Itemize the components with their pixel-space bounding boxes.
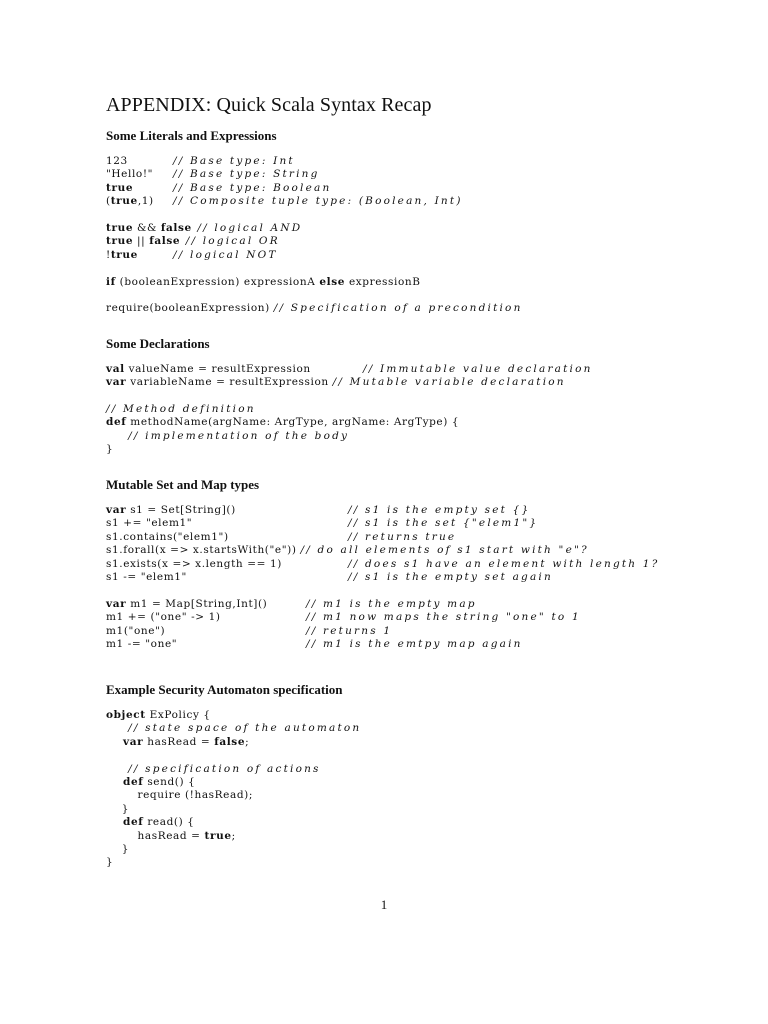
code-line [106,830,361,843]
code-token: s1 -= "elem1" [106,570,187,583]
code-line [106,416,459,429]
keyword: true [106,235,134,248]
code-token: } [106,856,114,869]
comment: // returns true [348,530,457,543]
code-token: ( [106,195,111,208]
comment: // specification of actions [106,762,321,775]
code-line [106,598,581,611]
code-token: require(booleanExpression) [106,302,274,314]
code-token: require (!hasRead); [106,789,254,802]
code-line [106,856,361,869]
code-line [106,504,660,517]
comment: // Method definition [106,403,256,415]
code-line [106,638,581,651]
code-token: (booleanExpression) expressionA [115,276,320,288]
code-text [106,195,173,208]
code-line [106,749,361,762]
code-token: s1 = Set[String]() [126,504,236,516]
code-line [106,443,459,456]
section-heading-literals: Some Literals and Expressions [106,128,277,143]
code-line [106,789,361,802]
code-line [106,611,581,624]
comment: // Specification of a precondition [273,302,523,314]
code-token: s1.exists(x => x.length == 1) [106,557,282,570]
code-token: } [106,842,130,855]
code-token: read() { [143,816,195,829]
keyword: var [106,598,127,610]
code-text [106,155,173,168]
code-token: hasRead = [143,735,215,748]
keyword: false [149,235,181,248]
keyword: true [204,829,232,842]
code-token: m1 = Map[String,Int]() [126,598,272,610]
code-line [106,376,593,389]
code-token [106,749,110,761]
code-token: && [133,222,161,234]
comment: // state space of the automaton [106,722,362,735]
code-line [106,168,463,181]
comment: // logical AND [191,222,303,234]
code-line [106,709,361,722]
code-line [106,222,302,235]
code-line [106,235,302,248]
code-text [106,517,348,530]
comment: // do all elements of s1 start with "e"? [300,544,589,557]
comment: // logical NOT [173,248,278,261]
section-heading-declarations: Some Declarations [106,336,210,351]
keyword: var [106,735,144,748]
code-line [106,302,523,315]
code-token: ; [245,735,250,748]
code-line [106,816,361,829]
code-line [106,776,361,789]
code-text [106,571,348,584]
code-line [106,571,660,584]
code-token: send() { [143,775,196,788]
comment: // returns 1 [306,624,393,637]
code-token: methodName(argName: ArgType, argName: ArgType) { [126,416,460,429]
code-line [106,517,660,530]
code-token: } [106,443,114,456]
comment: // m1 is the empty map [306,598,477,610]
code-line [106,843,361,856]
code-block [106,155,463,209]
keyword: true [106,181,134,194]
code-token: ,1) [137,195,154,208]
code-token: "Hello!" [106,168,154,181]
code-text [106,504,348,517]
code-block [106,403,459,457]
keyword: object [106,709,146,721]
code-token: || [133,235,150,248]
code-block [106,363,593,390]
code-text [106,558,348,571]
code-token: expressionB [345,276,421,288]
comment: // m1 now maps the string "one" to 1 [306,611,581,624]
code-token: m1("one") [106,624,166,637]
comment: // Base type: String [173,168,320,181]
comment: // Composite tuple type: (Boolean, Int) [173,195,463,208]
code-line [106,625,581,638]
code-text [106,249,173,262]
keyword: else [319,276,346,288]
code-line [106,182,463,195]
appendix-title: APPENDIX: Quick Scala Syntax Recap [106,94,432,116]
comment: // Base type: Boolean [173,181,332,194]
code-text [106,531,348,544]
code-text [106,168,173,181]
keyword: false [214,735,246,748]
page-number: 1 [380,897,388,912]
code-line [106,722,361,735]
code-token: m1 -= "one" [106,638,178,651]
code-text [106,182,173,195]
keyword: var [106,504,127,516]
code-line [106,403,459,416]
code-text [106,625,306,638]
code-token: m1 += ("one" -> 1) [106,611,221,624]
code-token: ! [106,248,111,261]
code-text [106,638,306,651]
keyword: if [106,276,116,288]
keyword: def [106,816,144,829]
code-token: s1 += "elem1" [106,517,193,530]
comment: // Mutable variable declaration [332,376,566,389]
code-line [106,249,302,262]
comment: // s1 is the empty set {} [348,504,531,516]
comment: // logical OR [180,235,280,248]
keyword: true [110,195,138,208]
code-token: s1.forall(x => x.startsWith("e")) [106,544,301,557]
code-text [106,611,306,624]
code-line [106,276,421,289]
code-token: hasRead = [106,829,205,842]
keyword: def [106,416,127,429]
comment: // Base type: Int [173,155,295,167]
code-line [106,544,660,557]
code-line [106,430,459,443]
code-token: } [106,802,130,815]
keyword: false [160,222,192,234]
comment: // does s1 have an element with length 1? [348,557,660,570]
code-token: ExPolicy { [145,709,211,721]
code-line [106,763,361,776]
code-line [106,531,660,544]
section-heading-security-automaton: Example Security Automaton specification [106,682,343,697]
code-token: variableName = resultExpression [126,376,333,389]
comment: // s1 is the empty set again [348,570,553,583]
code-token: valueName = resultExpression [124,363,311,375]
code-block [106,276,421,289]
code-line [106,195,463,208]
section-heading-mutable-types: Mutable Set and Map types [106,477,260,492]
code-line [106,803,361,816]
comment: // implementation of the body [106,429,350,442]
code-token: ; [231,829,236,842]
code-block [106,302,523,315]
code-text [106,598,306,611]
code-line [106,558,660,571]
code-token: 123 [106,155,128,167]
code-block [106,504,660,584]
code-text [106,363,363,376]
code-line [106,155,463,168]
keyword: true [110,248,138,261]
code-line [106,363,593,376]
code-block [106,709,361,870]
code-block [106,598,581,652]
keyword: var [106,376,127,389]
keyword: def [106,775,144,788]
code-token: s1.contains("elem1") [106,530,229,543]
comment: // Immutable value declaration [363,363,593,375]
keyword: true [106,222,134,234]
code-block [106,222,302,262]
code-line [106,736,361,749]
keyword: val [106,363,125,375]
comment: // m1 is the emtpy map again [306,638,523,651]
comment: // s1 is the set {"elem1"} [348,517,539,530]
